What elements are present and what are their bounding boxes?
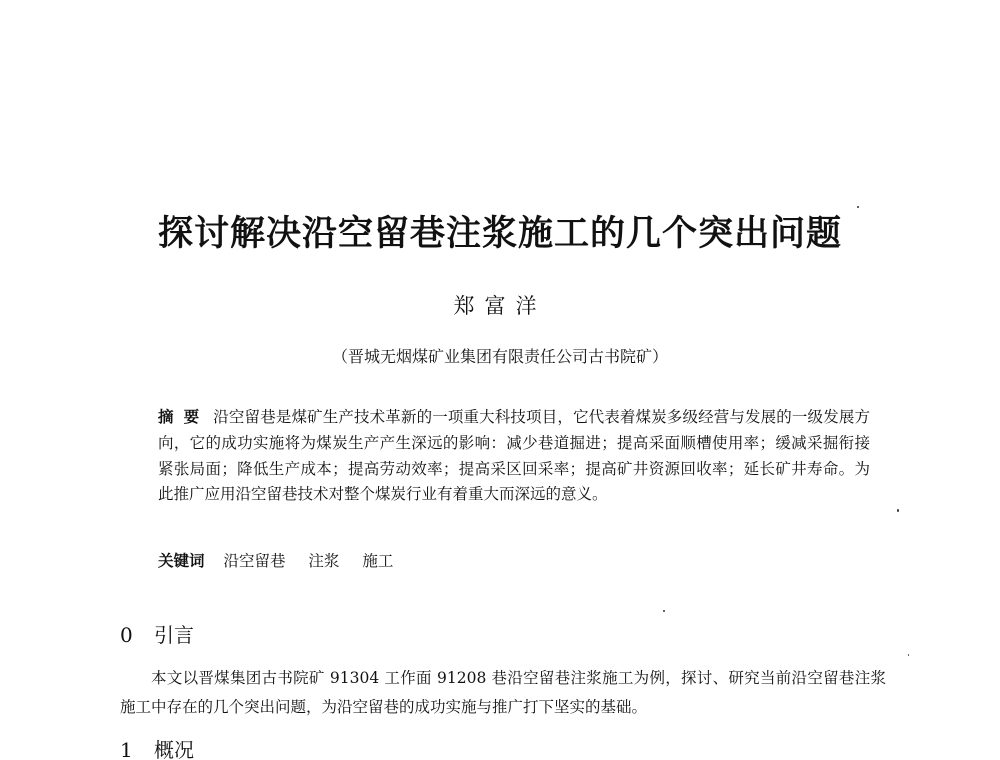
- abstract-block: [158, 405, 870, 508]
- section-number: 0: [120, 623, 133, 647]
- section-heading-overview: [120, 734, 194, 760]
- introduction-paragraph: 本文以晋煤集团古书院矿 91304 工作面 91208 巷沿空留巷注浆施工为例，探讨、研究当前沿空留巷注浆施工中存在的几个突出问题，为沿空留巷的成功实施与推广打下坚实的基础。: [120, 669, 886, 716]
- keyword-item: 注浆: [308, 552, 340, 570]
- paper-title: 探讨解决沿空留巷注浆施工的几个突出问题: [157, 213, 842, 254]
- abstract-label: 摘要: [158, 408, 210, 426]
- scan-speck: [857, 206, 859, 208]
- keyword-item: 施工: [362, 552, 394, 570]
- author-affiliation: （晋城无烟煤矿业集团有限责任公司古书院矿）: [331, 347, 668, 366]
- keyword-item: 沿空留巷: [223, 552, 286, 570]
- section-number: 1: [120, 738, 133, 760]
- keywords-label: 关键词: [158, 552, 205, 570]
- author-name: 郑富洋: [453, 294, 547, 318]
- scan-speck: [897, 509, 899, 512]
- section-title: 概况: [154, 738, 194, 760]
- scan-speck: [663, 610, 665, 612]
- abstract-text: 沿空留巷是煤矿生产技术革新的一项重大科技项目，它代表着煤炭多级经营与发展的一级发展方向，它的成功实施将为煤炭生产产生深远的影响：减少巷道掘进；提高采面顺槽使用率；缓减采掘衔接紧张局面；降低生产成本；提高劳动效率；提高采区回采率；提高矿井资源回收率；延长矿井寿命。为此推广应用沿空留巷技术对整个煤炭行业有着重大而深远的意义。: [158, 408, 870, 504]
- section-heading-introduction: [120, 619, 194, 648]
- section-title: 引言: [154, 623, 194, 647]
- scan-speck: [908, 654, 909, 656]
- keywords-block: [158, 549, 411, 571]
